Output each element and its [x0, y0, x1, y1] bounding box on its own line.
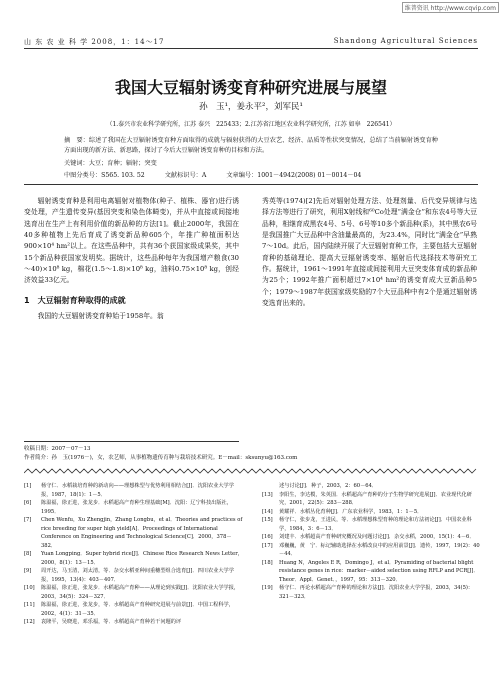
- reference-number: [13]: [262, 491, 273, 498]
- reference-item: [262, 491, 482, 508]
- reference-text: Chen Wenfu，Xu Zhengjin，Zhang Longbu，et al．Theories and practices of rice breeding for super high yield[A]．Proceedings of International Conference on Engineering and Technological Science[C]．2000，378－382．: [41, 517, 243, 549]
- header-divider: [24, 48, 478, 49]
- affiliation: （1.泰兴市农业科学研究所，江苏 泰兴 225433；2.江苏省江地区农业科学研究所，江苏 如皋 226541）: [106, 121, 396, 128]
- reference-number: [17]: [262, 542, 273, 549]
- author-bio: 作者简介：孙 玉(1976－)，女，农艺师，从事植物遗传育种与栽培技术研究。E－mail：sksunyu@163.com: [24, 454, 298, 461]
- reference-text: 杨守仁．再论水稻超高产育种的理论和方法[J]．沈阳农业大学学报，2003，34(5)：321－323．: [279, 585, 474, 600]
- reference-text: 杨守仁，张步龙，王进民，等．水稻理想株型育种的理论和方法初论[J]．中国农业科学，1984，3：6－13．: [279, 517, 472, 532]
- authors: 孙 玉¹，姜永平²，刘军民¹: [199, 102, 303, 112]
- reference-number: [11]: [24, 602, 35, 608]
- journal-cn: 山 东 农 业 科 学 2008，1：14～17: [24, 38, 165, 46]
- reference-number: [10]: [24, 585, 35, 591]
- reference-text: Yuan Longping．Super hybrid rice[J]．Chinese Rice Research News Letter，2000，8(1)：13－15．: [41, 551, 243, 566]
- classification-meta: [64, 170, 438, 179]
- reference-number: [19]: [262, 585, 273, 591]
- reference-text: 杨守仁．水稻栽培育种的新动向——理想株型与优势利用相结合[J]．沈阳农业大学学报，1987，18(1)：1－5．: [41, 483, 234, 498]
- paper-title: 我国大豆辐射诱变育种研究进展与展望: [114, 78, 387, 97]
- reference-text: 邓巍巍，黄 宁．标记辅助选择在水稻改良中的应用前景[J]．遗传，1997，19(2)：40－44．: [279, 542, 480, 557]
- running-header: [24, 37, 478, 47]
- footnote: [24, 445, 478, 462]
- reference-item: [24, 499, 244, 516]
- reference-number: [7]: [24, 517, 32, 523]
- reference-item: [262, 508, 482, 517]
- abstract-text: 摘 要：综述了我国在大豆辐射诱变育种方面取得的成就与辐射获得的大豆农艺、经济、品质等性状突变情况，总结了当前辐射诱变育种方面出现的新方法、新思路，探讨了今后大豆辐射诱变育种的目标和方法。: [64, 137, 438, 154]
- reference-number: [18]: [262, 559, 273, 566]
- clc-number: 中图分类号：S565. 103. 52: [64, 172, 145, 179]
- reference-item: [24, 516, 244, 550]
- keywords: 关键词：大豆；育种；辐射；突变: [64, 160, 157, 167]
- reference-number: [9]: [24, 568, 32, 574]
- reference-item: [24, 601, 244, 618]
- watermark: 维普资讯 http://www.cqvip.com: [402, 2, 499, 13]
- document-code: 文献标识号：A: [164, 172, 207, 179]
- reference-item: [24, 550, 244, 567]
- reference-item: [24, 567, 244, 584]
- reference-number: [14]: [262, 508, 273, 515]
- references-left: [24, 482, 244, 627]
- continued-paragraph: 秀英等(1974)[2]先后对辐射处理方法、处理剂量、后代变异规律与选择方法等进行了研究，利用X射线和⁶⁰Co处理“满金仓”和东农4号等大豆品种，相继育成黑农4号、5号、6号等10多个新品种(系)，其中黑农6号是我国推广大豆品种中含油量最高的，为23.4%，同时比“满金仓”早熟7～10d。此后，国内陆续开展了大豆辐射育种工作，主要包括大豆辐射育种的基础理论、提高大豆辐射诱变率、辐射后代选择技术等研究工作。据统计，1961～1991年直接或间接利用大豆突变体育成的新品种为25个；1992年推广面积超过7×10⁴ hm²的诱变育成大豆新品种5个；1979～1987年获国家级奖励的7个大豆品种中有2个是通过辐射诱变选育出来的。: [262, 197, 477, 308]
- reference-number: [6]: [24, 500, 32, 506]
- section-heading: 1 大豆辐射育种取得的成就: [24, 295, 126, 305]
- received-date: 收稿日期：2007－07－13: [24, 446, 91, 452]
- body-left-column: [24, 196, 239, 322]
- reference-text: 刘建丰．水稻超高产育种研究概况及问题讨论[J]．杂交水稻，2000，15(1)：4－6．: [279, 534, 475, 540]
- reference-text: 陈温福，徐正进，张龙步．水稻超高产育种——从理论到实践[J]．沈阳农业大学学报，2003，34(5)：324－327．: [41, 585, 240, 600]
- article-id: 文章编号：1001－4942(2008) 01－0014－04: [226, 172, 362, 179]
- abstract: [64, 136, 438, 156]
- reference-text: 袁隆平，吴晓进，邓乐福，等．水稻超高产育种若干问题的评: [41, 619, 182, 625]
- reference-number: [8]: [24, 551, 32, 557]
- reference-number: [16]: [262, 534, 273, 540]
- references-right: [262, 482, 482, 601]
- reference-item: [24, 482, 244, 499]
- reference-text: Huang N，Angeles E R，Domingo J，et al．Pyramiding of bacterial blight resistance genes in rice：marker－aided selection using RFLP and PCR[J]．Theor．Appl．Genet．，1997，95：313－320．: [279, 559, 479, 583]
- reference-text: 陈温福，徐正进，张龙步．水稻超高产育种生理基础[M]．沈阳：辽宁科技出版社，1995．: [41, 500, 232, 515]
- body-right-column: [262, 196, 477, 309]
- reference-text: 述与讨论[J]．种子，2003，2：60－64．: [279, 483, 378, 489]
- reference-text: 周开达，马玉清，刘太清，等．杂交水稻亚种间重穗型组合选育[J]．四川农业大学学报，1995，13(4)：403－407．: [41, 568, 234, 583]
- reference-item: [262, 533, 482, 542]
- section-paragraph: 我国的大豆辐射诱变育种始于1958年。翁: [37, 312, 164, 321]
- reference-number: [1]: [24, 483, 32, 489]
- reference-item: [262, 542, 482, 559]
- reference-number: [262, 482, 276, 491]
- reference-item: [262, 516, 482, 533]
- reference-item: [262, 559, 482, 585]
- reference-item: [262, 482, 482, 491]
- reference-number: [12]: [24, 619, 35, 625]
- reference-item: [24, 584, 244, 601]
- reference-item: [262, 584, 482, 601]
- reference-text: 李阳生，李达模，朱英国．水稻超高产育种的分子生物学研究进展[J]．农业现代化研究，2001，22(5)：283－288．: [279, 491, 472, 506]
- footnote-divider: [24, 441, 239, 442]
- reference-text: 陈温福，徐正进，张龙步，等．水稻超高产育种研究进展与前景[J]．中国工程科学，2002，4(1)：31－35．: [41, 602, 234, 617]
- journal-en: Shandong Agricultural Sciences: [333, 37, 478, 45]
- reference-item: [24, 618, 244, 627]
- intro-paragraph: 辐射诱变育种是利用电离辐射对植物体(种子、植株、器官)进行诱变处理，产生遗传变异(基因突变和染色体畸变)，并从中直接或间接地选育出在生产上有利用价值的新品种的方法[1]。截止2000年，我国在40多种植物上先后育成了诱变新品种605个，年推广种植面积达900×10⁴ hm²以上。在这些品种中，共有36个获国家级成果奖，其中15个新品种获国家发明奖。据统计，这些品种每年为我国增产粮食(30～40)×10⁸ kg，棉花(1.5～1.8)×10⁸ kg，油料0.75×10⁸ kg，创经济效益33亿元。: [24, 197, 239, 285]
- abstract-divider: [24, 184, 478, 185]
- reference-number: [15]: [262, 517, 273, 523]
- zigzag-divider: [24, 468, 478, 474]
- reference-text: 黄耀祥．水稻丛化育种[J]．广东农业科学，1983，1：1－5．: [279, 508, 423, 515]
